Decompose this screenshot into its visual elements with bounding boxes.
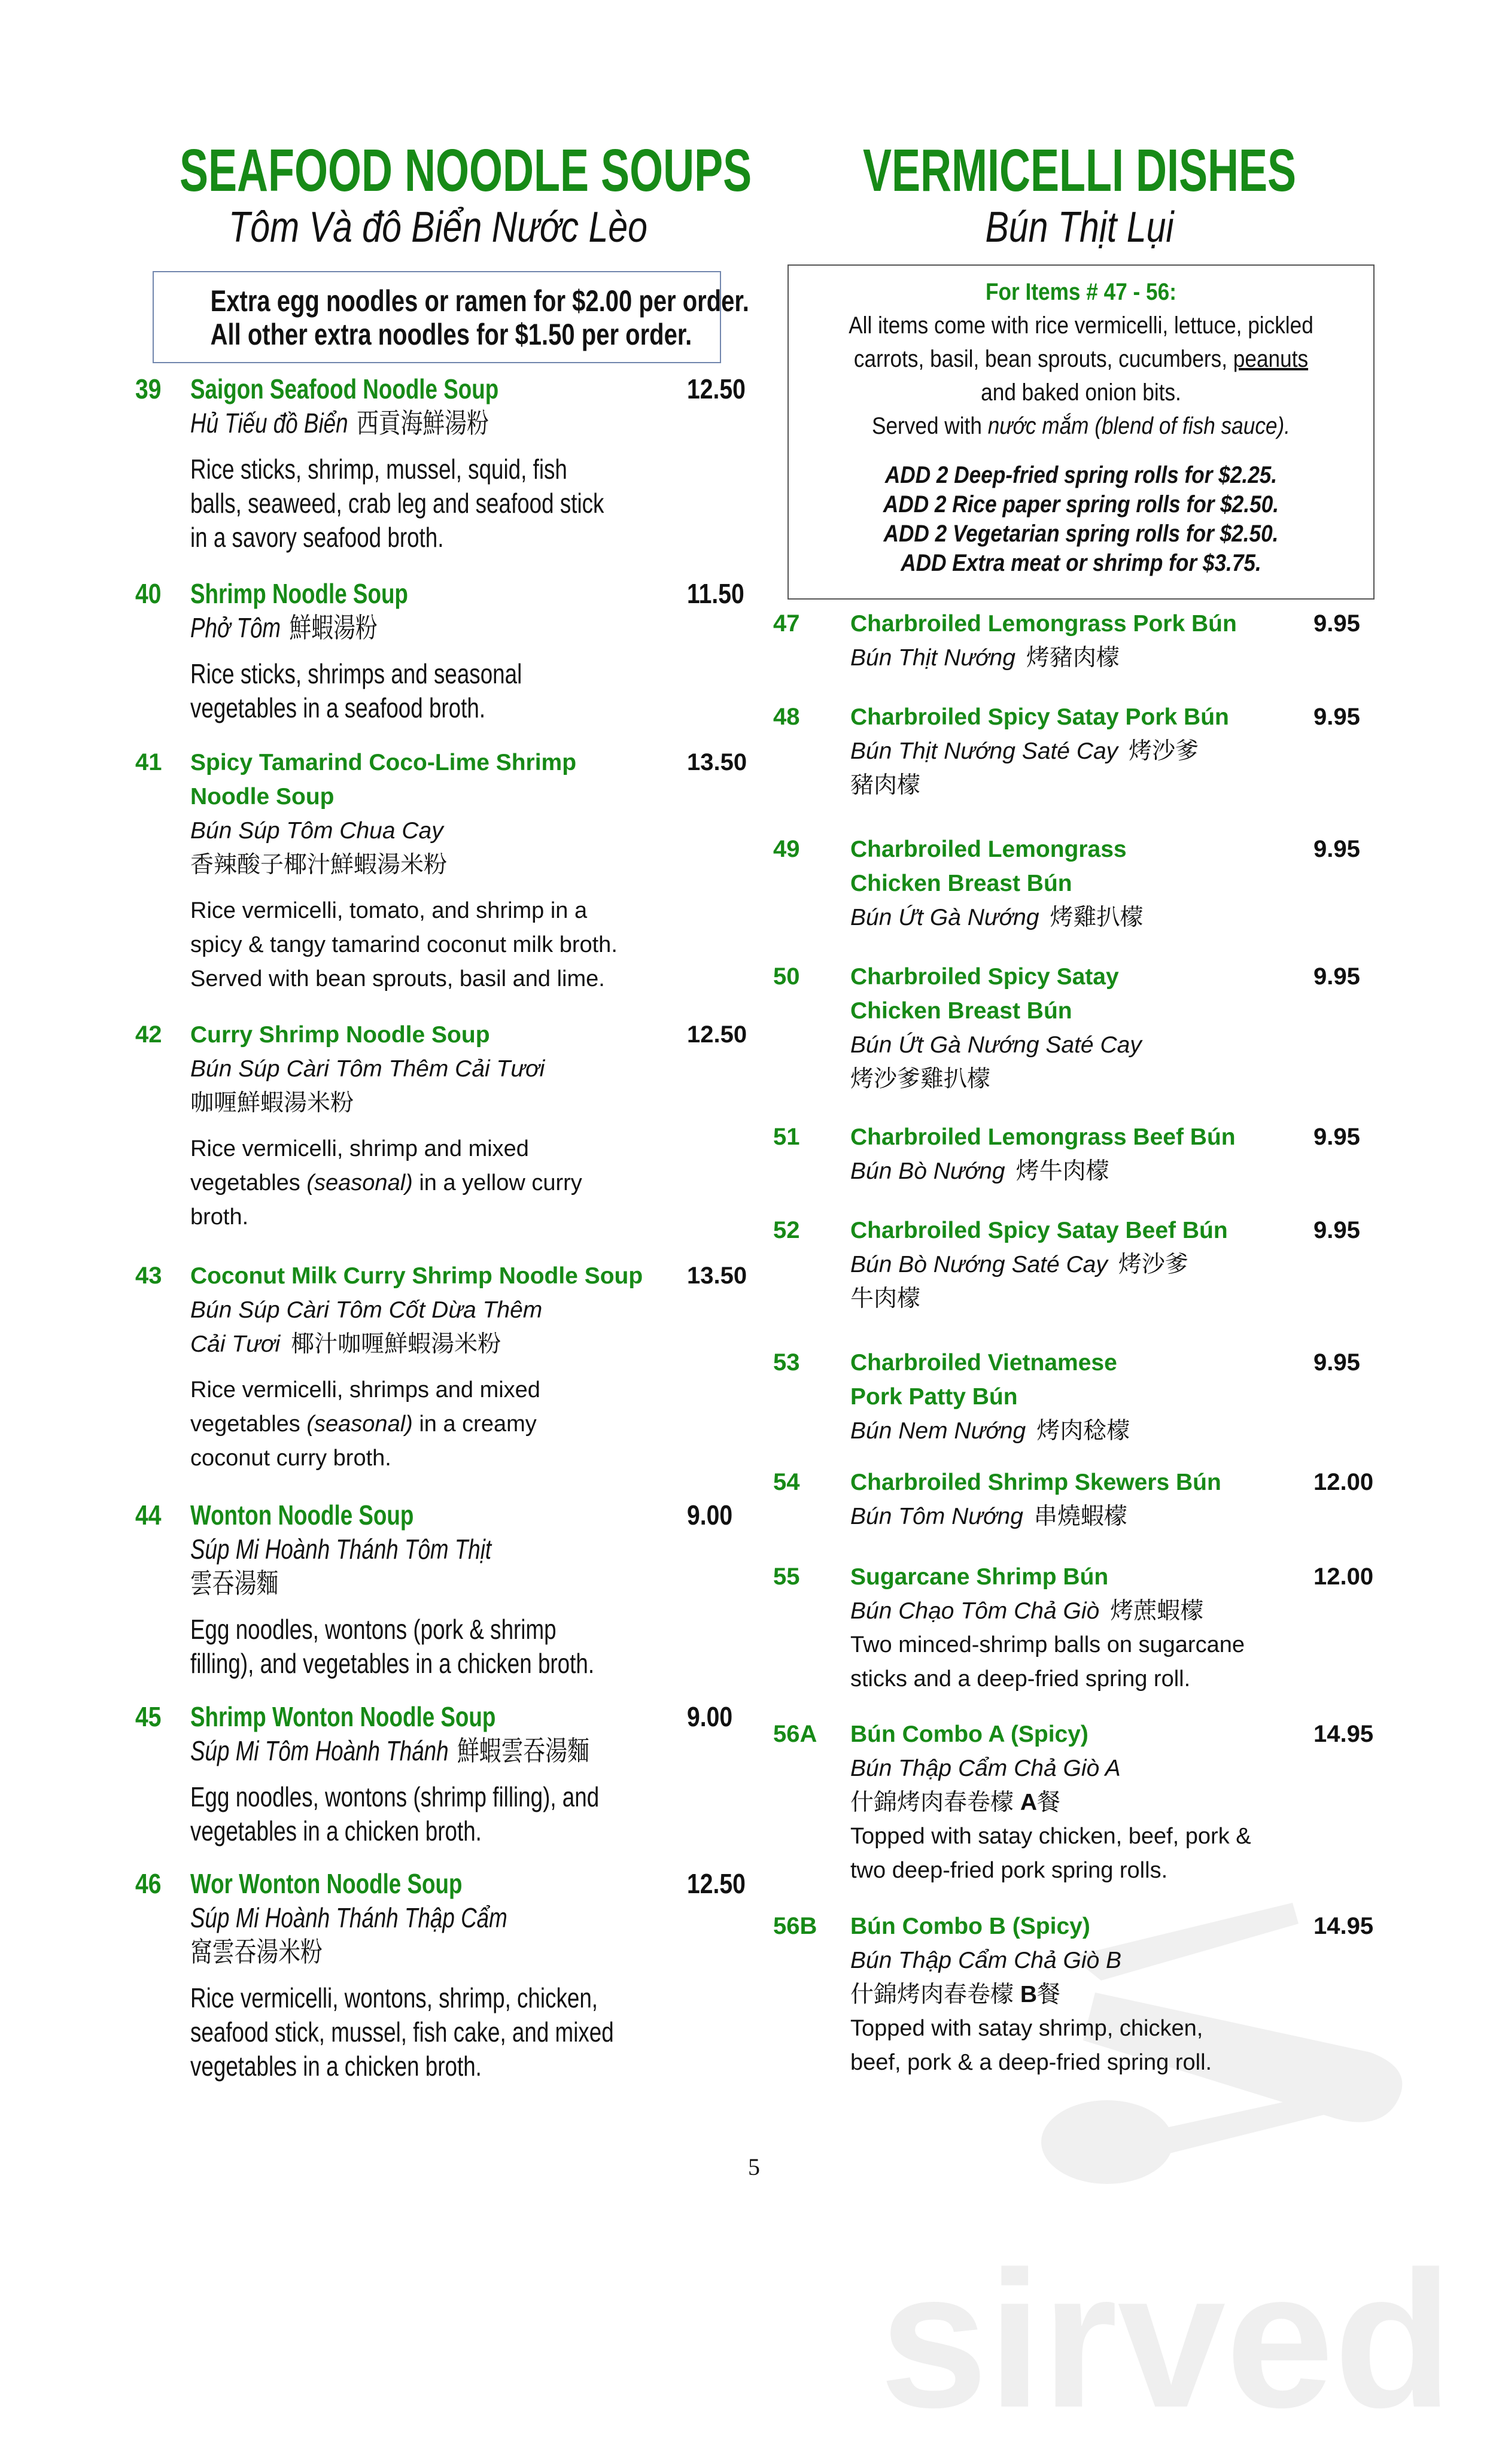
item-name: Chicken Breast Bún — [850, 871, 1072, 896]
item-body — [850, 832, 1144, 935]
item-description: coconut curry broth. — [190, 1446, 391, 1471]
item-description: balls, seaweed, crab leg and seafood stick — [190, 488, 604, 519]
item-body — [190, 1867, 720, 2083]
note-italic: nước mắm (blend of fish sauce). — [987, 413, 1290, 439]
item-description: in a savory seafood broth. — [190, 522, 444, 553]
vietnamese-name: Bún Súp Càri Tôm Cốt Dừa Thêm — [190, 1297, 543, 1323]
item-number: 50 — [773, 963, 800, 990]
add-on-line: ADD 2 Deep-fried spring rolls for $2.25. — [884, 462, 1278, 488]
vietnamese-name: Bún Ứt Gà Nướng Saté Cay — [850, 1032, 1142, 1058]
item-description: seafood stick, mussel, fish cake, and mixed — [190, 2016, 614, 2048]
item-native-name — [190, 848, 618, 882]
vietnamese-name: Súp Mi Hoành Thánh Thập Cẩm — [190, 1902, 507, 1933]
item-body — [850, 1909, 1212, 2080]
item-native-name — [850, 1785, 1251, 1820]
vietnamese-name: Bún Nem Nướng — [850, 1418, 1026, 1444]
item-price: 12.50 — [687, 1868, 746, 1899]
item-native-name — [850, 1499, 1221, 1534]
item-body — [850, 960, 1142, 1096]
item-native-name — [850, 1282, 1228, 1316]
chinese-name: 雲吞湯麵 — [190, 1568, 279, 1599]
chinese-name: 鮮蝦湯粉 — [289, 612, 378, 643]
item-name: Charbroiled Spicy Satay Beef Bún — [850, 1218, 1228, 1243]
vietnamese-name: Hủ Tiếu đồ Biển — [190, 407, 348, 439]
vietnamese-name: Bún Chạo Tôm Chả Giò — [850, 1598, 1100, 1624]
item-number: 55 — [773, 1563, 800, 1590]
chinese-name: 烤豬肉檬 — [1026, 645, 1120, 671]
combo-letter: A — [1020, 1790, 1038, 1815]
item-number: 49 — [773, 836, 800, 862]
item-native-name — [190, 1935, 614, 1969]
peanuts-underlined: peanuts — [1233, 346, 1309, 372]
item-number: 42 — [135, 1021, 162, 1048]
item-body — [190, 746, 618, 996]
chinese-name: 烤沙爹 — [1118, 1252, 1188, 1277]
item-description: vegetables in a chicken broth. — [190, 1815, 482, 1847]
chinese-name: 烤沙爹雞扒檬 — [850, 1066, 991, 1092]
item-name: Charbroiled Shrimp Skewers Bún — [850, 1470, 1221, 1495]
note-line — [824, 342, 1339, 376]
item-price: 12.50 — [687, 373, 746, 404]
add-on-line: ADD 2 Rice paper spring rolls for $2.50. — [883, 491, 1279, 518]
item-native-name — [850, 1248, 1228, 1282]
note-line: All other extra noodles for $1.50 per order. — [210, 318, 692, 351]
item-number: 39 — [135, 373, 162, 404]
item-name: Wor Wonton Noodle Soup — [190, 1868, 463, 1899]
item-native-name — [190, 1901, 614, 1935]
vietnamese-name: Bún Thịt Nướng — [850, 645, 1015, 671]
item-native-name — [850, 1943, 1212, 1978]
item-price: 9.95 — [1313, 610, 1360, 637]
item-price: 9.00 — [687, 1499, 733, 1531]
item-native-name — [190, 1532, 594, 1566]
item-number: 46 — [135, 1868, 162, 1899]
item-number: 56A — [773, 1721, 817, 1747]
chinese-name: 窩雲吞湯米粉 — [190, 1936, 323, 1967]
item-native-name — [850, 768, 1229, 802]
item-description: two deep-fried pork spring rolls. — [850, 1858, 1168, 1883]
item-body — [850, 1346, 1130, 1448]
vietnamese-name: Cải Tươi — [190, 1331, 281, 1357]
item-body — [850, 1213, 1228, 1316]
item-description: Rice vermicelli, tomato, and shrimp in a — [190, 898, 588, 923]
item-native-name — [190, 611, 522, 645]
note-line: All items come with rice vermicelli, lettuce, pickled — [849, 312, 1313, 339]
item-native-name — [850, 1978, 1212, 2012]
chinese-name: 牛肉檬 — [850, 1286, 921, 1312]
item-name: Noodle Soup — [190, 784, 335, 810]
item-native-name — [190, 1327, 643, 1361]
item-native-name — [850, 1414, 1130, 1448]
item-name: Shrimp Noodle Soup — [190, 578, 408, 609]
item-number: 41 — [135, 749, 162, 775]
item-name: Charbroiled Lemongrass Pork Bún — [850, 611, 1237, 637]
item-number: 40 — [135, 578, 162, 609]
item-name: Spicy Tamarind Coco-Lime Shrimp — [190, 750, 577, 775]
item-price: 9.95 — [1313, 1124, 1360, 1150]
item-price: 14.95 — [1313, 1721, 1374, 1747]
item-price: 9.95 — [1313, 963, 1360, 990]
item-native-name — [850, 1028, 1142, 1062]
vietnamese-name: Bún Bò Nướng Saté Cay — [850, 1252, 1108, 1277]
item-name: Pork Patty Bún — [850, 1384, 1018, 1410]
item-number: 52 — [773, 1217, 800, 1243]
extra-noodles-note — [153, 271, 749, 363]
item-body — [190, 1700, 701, 1848]
chinese-name: 西貢海鮮湯粉 — [356, 407, 489, 439]
note-line: Extra egg noodles or ramen for $2.00 per order. — [210, 284, 749, 318]
item-price: 12.50 — [687, 1021, 747, 1048]
item-description: Egg noodles, wontons (shrimp filling), and — [190, 1781, 600, 1812]
item-body — [190, 1259, 643, 1476]
item-body — [850, 607, 1237, 675]
item-price: 12.00 — [1313, 1563, 1374, 1590]
item-name: Wonton Noodle Soup — [190, 1499, 414, 1531]
item-description: vegetables in a chicken broth. — [190, 2051, 482, 2082]
note-text: Served with — [872, 413, 988, 439]
item-price: 9.95 — [1313, 704, 1360, 730]
vietnamese-name: Bún Thập Cẩm Chả Giò B — [850, 1948, 1122, 1973]
item-native-name — [190, 814, 618, 848]
chinese-name: 咖喱鮮蝦湯米粉 — [190, 1090, 354, 1116]
item-name: Bún Combo B (Spicy) — [850, 1914, 1090, 1939]
item-name: Sugarcane Shrimp Bún — [850, 1564, 1109, 1590]
seasonal-note: (seasonal) — [306, 1412, 413, 1437]
vietnamese-name: Bún Súp Tôm Chua Cay — [190, 818, 443, 844]
item-price: 13.50 — [687, 1263, 747, 1289]
vietnamese-name: Súp Mi Hoành Thánh Tôm Thịt — [190, 1534, 492, 1565]
item-name: Charbroiled Lemongrass Beef Bún — [850, 1124, 1236, 1150]
item-number: 56B — [773, 1913, 817, 1939]
item-description: filling), and vegetables in a chicken broth. — [190, 1648, 595, 1679]
item-description: Rice vermicelli, shrimp and mixed — [190, 1136, 529, 1161]
item-native-name — [850, 901, 1144, 935]
note-text: carrots, basil, bean sprouts, cucumbers, — [853, 346, 1233, 372]
note-heading: For Items # 47 - 56: — [986, 279, 1176, 305]
item-native-name — [190, 1086, 582, 1120]
item-price: 14.95 — [1313, 1913, 1374, 1939]
item-number: 43 — [135, 1263, 162, 1289]
item-description: Served with bean sprouts, basil and lime. — [190, 966, 605, 991]
item-number: 53 — [773, 1349, 800, 1376]
item-body — [190, 577, 605, 725]
vietnamese-name: Bún Bò Nướng — [850, 1158, 1005, 1184]
item-price: 9.95 — [1313, 836, 1360, 862]
chinese-name: 椰汁咖喱鮮蝦湯米粉 — [291, 1331, 501, 1357]
chinese-name: 烤沙爹 — [1129, 738, 1199, 764]
item-body — [850, 1717, 1251, 1888]
item-native-name — [850, 1154, 1236, 1188]
item-description: vegetables (seasonal) in a yellow curry — [190, 1170, 582, 1196]
item-name: Charbroiled Vietnamese — [850, 1350, 1117, 1376]
chinese-name: 烤牛肉檬 — [1015, 1158, 1109, 1184]
seafood-section-title: SEAFOOD NOODLE SOUPS — [179, 137, 752, 204]
item-body — [850, 1120, 1236, 1188]
chinese-name: 烤蔗蝦檬 — [1110, 1598, 1204, 1624]
combo-letter: B — [1020, 1982, 1038, 2007]
item-description: vegetables (seasonal) in a creamy — [190, 1412, 537, 1437]
item-name: Bún Combo A (Spicy) — [850, 1721, 1088, 1747]
item-native-name — [850, 641, 1237, 675]
seafood-section-subtitle: Tôm Và đô Biển Nước Lèo — [229, 203, 647, 251]
vietnamese-name: Bún Tôm Nướng — [850, 1504, 1023, 1529]
vietnamese-name: Bún Ứt Gà Nướng — [850, 905, 1039, 930]
item-price: 13.50 — [687, 749, 747, 775]
item-description: Rice vermicelli, shrimps and mixed — [190, 1377, 540, 1403]
chinese-name: 串燒蝦檬 — [1033, 1504, 1127, 1529]
vietnamese-name: Bún Thập Cẩm Chả Giò A — [850, 1756, 1121, 1781]
item-description: broth. — [190, 1204, 249, 1230]
seasonal-note: (seasonal) — [306, 1170, 413, 1196]
item-native-name — [850, 1594, 1245, 1628]
item-native-name — [190, 1052, 582, 1086]
add-on-line: ADD 2 Vegetarian spring rolls for $2.50. — [883, 521, 1279, 547]
chinese-name: 什錦烤肉春卷檬 A餐 — [850, 1790, 1061, 1815]
item-price: 9.95 — [1313, 1349, 1360, 1376]
vietnamese-name: Phở Tôm — [190, 612, 281, 643]
item-native-name — [850, 1062, 1142, 1096]
vietnamese-name: Bún Thịt Nướng Saté Cay — [850, 738, 1118, 764]
vietnamese-name: Súp Mi Tôm Hoành Thánh — [190, 1735, 449, 1766]
item-description: Two minced-shrimp balls on sugarcane — [850, 1632, 1245, 1657]
sirved-watermark: sirved — [880, 2231, 1453, 2448]
vermicelli-info-note — [787, 264, 1375, 600]
chinese-name: 香辣酸子椰汁鮮蝦湯米粉 — [190, 852, 448, 878]
page-number: 5 — [748, 2153, 760, 2180]
item-name: Charbroiled Spicy Satay — [850, 964, 1119, 990]
item-description: vegetables in a seafood broth. — [190, 692, 486, 723]
item-description: Topped with satay shrimp, chicken, — [850, 2016, 1203, 2041]
item-name: Saigon Seafood Noodle Soup — [190, 373, 499, 404]
item-native-name — [190, 1293, 643, 1327]
item-name: Charbroiled Spicy Satay Pork Bún — [850, 704, 1229, 730]
item-number: 45 — [135, 1701, 162, 1732]
item-name: Chicken Breast Bún — [850, 998, 1072, 1024]
vermicelli-section-subtitle: Bún Thịt Lụi — [985, 203, 1174, 251]
item-native-name — [190, 1566, 594, 1601]
item-price: 9.95 — [1313, 1217, 1360, 1243]
item-body — [190, 1018, 582, 1234]
chinese-name: 鮮蝦雲吞湯麵 — [457, 1735, 589, 1766]
item-name: Shrimp Wonton Noodle Soup — [190, 1701, 496, 1732]
item-body — [850, 1560, 1245, 1696]
item-body — [850, 1465, 1221, 1534]
chinese-name: 什錦烤肉春卷檬 B餐 — [850, 1982, 1061, 2007]
item-number: 54 — [773, 1469, 800, 1495]
item-name: Curry Shrimp Noodle Soup — [190, 1022, 490, 1048]
item-description: beef, pork & a deep-fried spring roll. — [850, 2050, 1212, 2075]
chinese-name: 烤肉稔檬 — [1036, 1418, 1130, 1444]
item-description: Rice sticks, shrimp, mussel, squid, fish — [190, 454, 567, 485]
item-price: 11.50 — [687, 578, 744, 609]
item-name: Charbroiled Lemongrass — [850, 836, 1127, 862]
item-name: Coconut Milk Curry Shrimp Noodle Soup — [190, 1263, 643, 1289]
chinese-name: 烤雞扒檬 — [1050, 905, 1144, 930]
vermicelli-section-title: VERMICELLI DISHES — [862, 137, 1297, 204]
item-description: Egg noodles, wontons (pork & shrimp — [190, 1614, 557, 1645]
note-line: and baked onion bits. — [981, 379, 1181, 406]
item-body — [190, 372, 707, 555]
item-native-name — [190, 1734, 599, 1768]
item-native-name — [850, 734, 1229, 768]
item-description: Topped with satay chicken, beef, pork & — [850, 1824, 1251, 1849]
item-description: spicy & tangy tamarind coconut milk broth. — [190, 932, 618, 957]
item-price: 12.00 — [1313, 1469, 1374, 1495]
item-description: Rice sticks, shrimps and seasonal — [190, 658, 522, 689]
item-number: 47 — [773, 610, 800, 637]
vietnamese-name: Bún Súp Càri Tôm Thêm Cải Tươi — [190, 1056, 545, 1082]
item-description: Rice vermicelli, wontons, shrimp, chicken, — [190, 1982, 598, 2013]
item-number: 51 — [773, 1124, 800, 1150]
item-price: 9.00 — [687, 1701, 733, 1732]
chinese-name: 豬肉檬 — [850, 772, 921, 798]
item-body — [190, 1498, 695, 1681]
item-native-name — [190, 406, 604, 440]
add-on-line: ADD Extra meat or shrimp for $3.75. — [901, 550, 1261, 576]
item-native-name — [850, 1751, 1251, 1785]
item-description: sticks and a deep-fried spring roll. — [850, 1666, 1191, 1692]
item-body — [850, 700, 1229, 802]
item-number: 48 — [773, 704, 800, 730]
note-line — [824, 409, 1339, 443]
item-number: 44 — [135, 1499, 162, 1531]
